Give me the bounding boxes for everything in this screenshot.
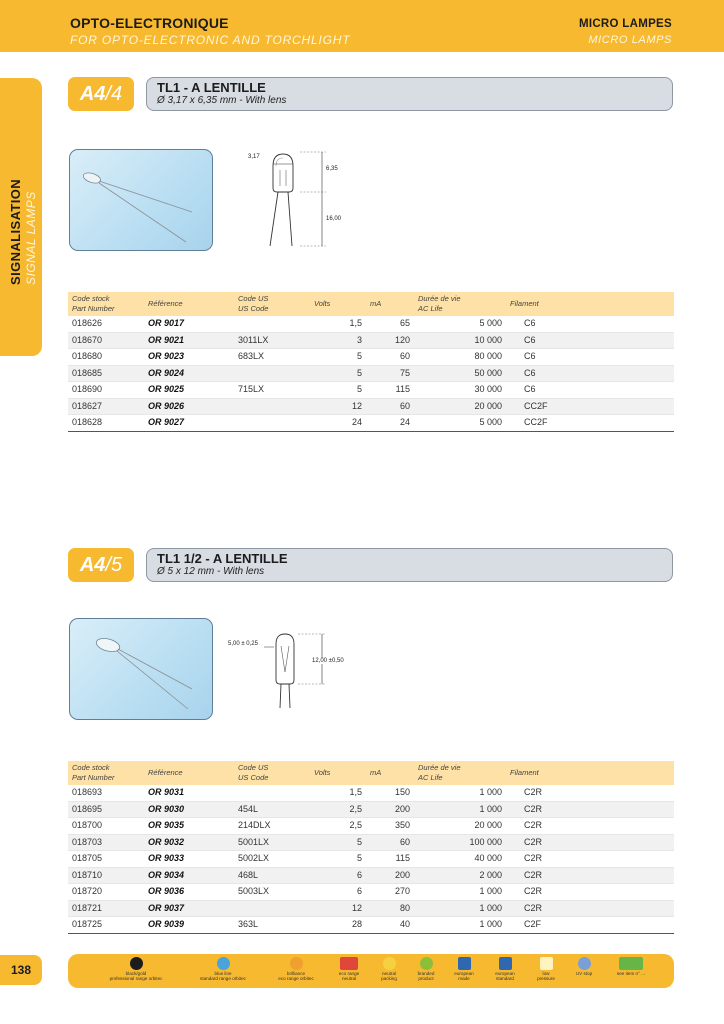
product-table-1 [68,292,674,432]
table-row: 018720 OR 9036 5003LX 6 270 1 000 C2R [68,884,674,901]
legend-item: eco range neutral [330,957,368,981]
dimension-bulb-height: 6,35 [326,166,338,172]
section-title-bar [146,77,673,111]
table-row: 018693 OR 9031 1,5 150 1 000 C2R [68,785,674,801]
dimension-diameter: 5,00 ± 0,25 [228,641,258,647]
table-row: 018670 OR 9021 3011LX 3 120 10 000 C6 [68,332,674,349]
table-row: 018685 OR 9024 5 75 50 000 C6 [68,365,674,382]
section-code-num: /5 [105,554,123,576]
dimension-drawing-icon [228,628,368,708]
section-code-main: A4 [79,554,106,576]
section-subtitle: Ø 5 x 12 mm - With lens [157,566,265,577]
th-code-us: Code US US Code [234,761,310,785]
see-items-icon [619,957,643,970]
th-filament: Filament [506,761,674,785]
table-row: 018703 OR 9032 5001LX 5 60 100 000 C2R [68,834,674,851]
branded-product-icon [420,957,433,970]
side-tab-subtitle: SIGNAL LAMPS [24,191,38,285]
th-volts: Volts [310,292,366,316]
table-row: 018627 OR 9026 12 60 20 000 CC2F [68,398,674,415]
lamp-photo-icon [70,619,214,721]
legend-item: UV stop [566,957,602,976]
th-life: Durée de vie AC Life [414,292,506,316]
lamp-dimension-drawing [240,150,360,250]
table-row: 018721 OR 9037 12 80 1 000 C2R [68,900,674,917]
lamp-photo-icon [70,150,214,252]
th-reference: Référence [144,292,234,316]
header-title: OPTO-ELECTRONIQUE [70,15,229,31]
section-subtitle: Ø 3,17 x 6,35 mm - With lens [157,95,287,106]
legend-item: neutral packing [372,957,406,981]
neutral-packing-icon [383,957,396,970]
th-ma: mA [366,761,414,785]
side-tab-title: SIGNALISATION [8,178,23,285]
table-row: 018626 OR 9017 1,5 65 5 000 C6 [68,316,674,332]
section-code-main: A4 [79,83,106,105]
table-row: 018710 OR 9034 468L 6 200 2 000 C2R [68,867,674,884]
th-life: Durée de vie AC Life [414,761,506,785]
table-header-row [68,761,674,785]
table-row: 018690 OR 9025 715LX 5 115 30 000 C6 [68,382,674,399]
section-code-a4-5 [68,548,134,582]
table-header-row [68,292,674,316]
legend-band [68,954,674,988]
dimension-lead-length: 16,00 [326,216,342,222]
header-right-subtitle: MICRO LAMPS [588,34,672,46]
legend-item: blue line standard range orbitec [182,957,264,981]
low-pressure-icon [540,957,553,970]
section-code-num: /4 [105,83,123,105]
uv-stop-icon [578,957,591,970]
header-subtitle: FOR OPTO-ELECTRONIC AND TORCHLIGHT [70,33,351,47]
european-made-icon [458,957,471,970]
th-code-stock: Code stock Part Number [68,761,144,785]
european-standard-icon [499,957,512,970]
legend-item: european made [446,957,482,981]
lamp-photo [69,149,213,251]
legend-item: black/gold professional range orbitec [90,957,182,981]
th-reference: Référence [144,761,234,785]
legend-item: brilliance eco range orbitec [264,957,328,981]
th-volts: Volts [310,761,366,785]
table-row: 018695 OR 9030 454L 2,5 200 1 000 C2R [68,801,674,818]
lamp-photo [69,618,213,720]
header-right-title: MICRO LAMPES [578,18,672,30]
section-title: TL1 1/2 - A LENTILLE [157,551,288,566]
blue-line-icon [217,957,230,970]
section-title-bar [146,548,673,582]
section-code-a4-4 [68,77,134,111]
th-code-us: Code US US Code [234,292,310,316]
table-row: 018725 OR 9039 363L 28 40 1 000 C2F [68,917,674,934]
th-ma: mA [366,292,414,316]
table-row: 018700 OR 9035 214DLX 2,5 350 20 000 C2R [68,818,674,835]
brilliance-icon [290,957,303,970]
product-table-2 [68,761,674,934]
lamp-dimension-drawing [228,628,368,708]
page-header [0,0,724,52]
th-code-stock: Code stock Part Number [68,292,144,316]
dimension-diameter: 3,17 [248,154,260,160]
black-gold-icon [130,957,143,970]
table-row: 018628 OR 9027 24 24 5 000 CC2F [68,415,674,432]
table-row: 018705 OR 9033 5002LX 5 115 40 000 C2R [68,851,674,868]
section-title: TL1 - A LENTILLE [157,80,266,95]
legend-item: european standard [486,957,524,981]
legend-item: low pressure [528,957,564,981]
eco-range-icon [340,957,358,970]
dimension-height: 12,00 ±0,50 [312,658,344,664]
legend-item: branded product [408,957,444,981]
legend-item: see item n° ... [606,957,656,976]
th-filament: Filament [506,292,674,316]
dimension-drawing-icon [240,150,360,250]
table-row: 018680 OR 9023 683LX 5 60 80 000 C6 [68,349,674,366]
page-number: 138 [0,955,42,985]
